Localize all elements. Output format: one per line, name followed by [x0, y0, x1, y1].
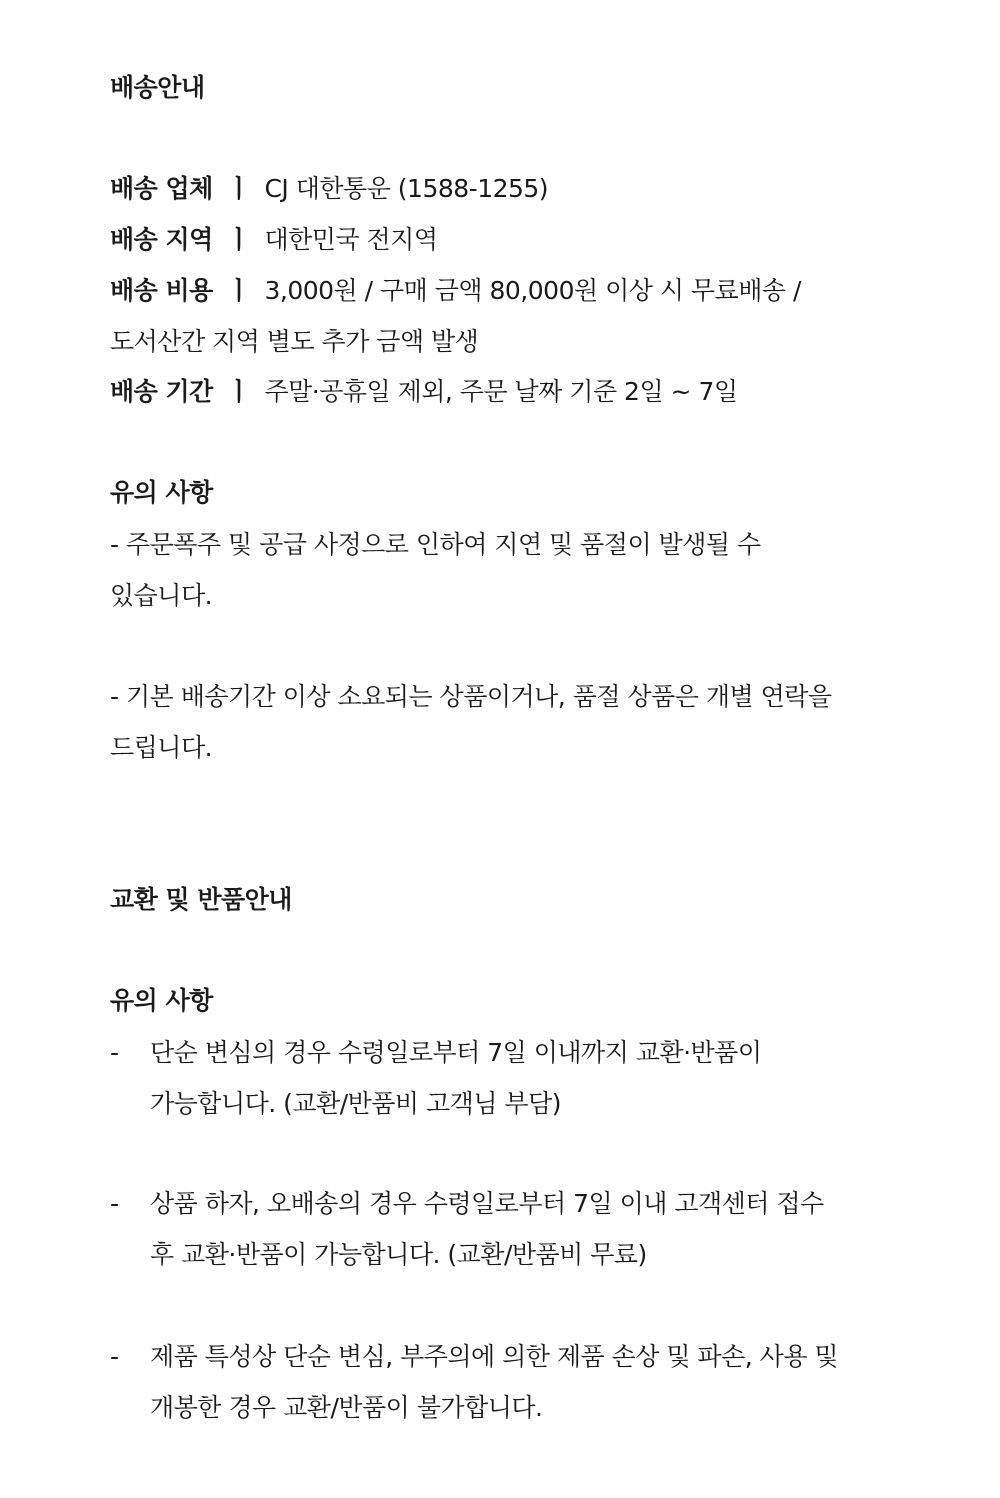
exchange-item-line: 가능합니다. (교환/반품비 고객님 부담) [150, 1089, 561, 1118]
shipping-notice-2-continued: 드립니다. [110, 733, 213, 762]
shipping-notice-title: 유의 사항 [110, 478, 213, 507]
bullet-dash: - [110, 1342, 120, 1371]
bullet-dash: - [110, 1038, 120, 1067]
period-row [110, 375, 738, 409]
cost-value-continued: 도서산간 지역 별도 추가 금액 발생 [110, 327, 479, 356]
exchange-item-line: 제품 특성상 단순 변심, 부주의에 의한 제품 손상 및 파손, 사용 및 [150, 1342, 839, 1371]
exchange-notice-title: 유의 사항 [110, 986, 213, 1015]
region-value: 대한민국 전지역 [264, 225, 438, 254]
carrier-label: 배송 업체 [110, 174, 213, 203]
shipping-notice-1-continued: 있습니다. [110, 581, 213, 610]
shipping-title: 배송안내 [110, 73, 205, 102]
cost-row [110, 274, 801, 308]
shipping-notice-2: - 기본 배송기간 이상 소요되는 상품이거나, 품절 상품은 개별 연락을 [110, 682, 832, 711]
region-row [110, 223, 437, 257]
cost-label: 배송 비용 [110, 276, 213, 305]
cost-value: 3,000원 / 구매 금액 80,000원 이상 시 무료배송 / [264, 276, 801, 305]
bullet-dash: - [110, 1189, 120, 1218]
exchange-item-line: 상품 하자, 오배송의 경우 수령일로부터 7일 이내 고객센터 접수 [150, 1189, 824, 1218]
period-value: 주말·공휴일 제외, 주문 날짜 기준 2일 ~ 7일 [264, 377, 738, 406]
separator: ㅣ [226, 225, 251, 254]
separator: ㅣ [226, 377, 251, 406]
separator: ㅣ [226, 174, 251, 203]
period-label: 배송 기간 [110, 377, 213, 406]
carrier-row [110, 172, 548, 206]
exchange-item-line: 개봉한 경우 교환/반품이 불가합니다. [150, 1393, 543, 1422]
shipping-notice-1: - 주문폭주 및 공급 사정으로 인하여 지연 및 품절이 발생될 수 [110, 530, 761, 559]
exchange-title: 교환 및 반품안내 [110, 885, 292, 914]
region-label: 배송 지역 [110, 225, 213, 254]
exchange-item-line: 단순 변심의 경우 수령일로부터 7일 이내까지 교환·반품이 [150, 1038, 762, 1067]
exchange-item-line: 후 교환·반품이 가능합니다. (교환/반품비 무료) [150, 1240, 647, 1269]
carrier-value: CJ 대한통운 (1588-1255) [264, 174, 549, 203]
separator: ㅣ [226, 276, 251, 305]
